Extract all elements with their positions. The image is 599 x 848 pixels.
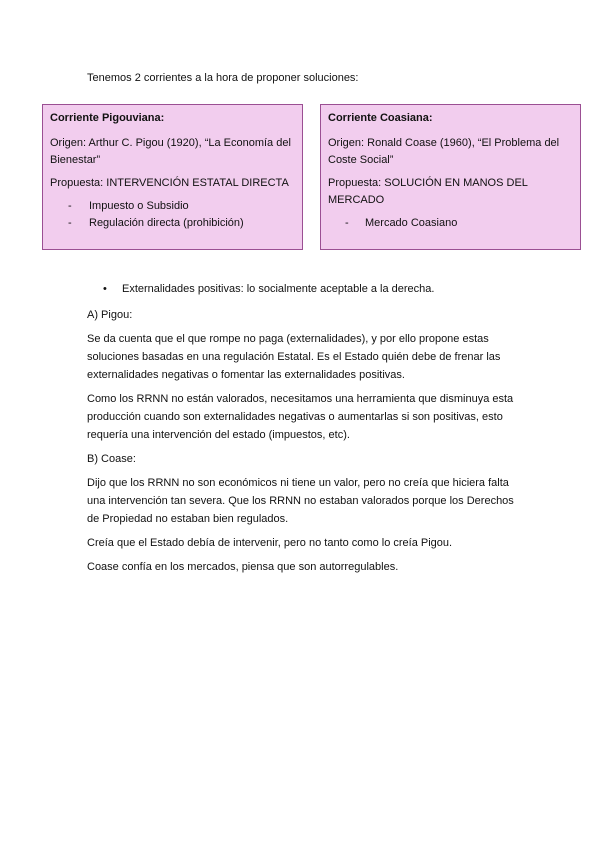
explanation-body	[87, 306, 527, 582]
positive-externalities-bullet	[103, 283, 434, 295]
bullet-text: Externalidades positivas: lo socialmente aceptable a la derecha.	[122, 283, 435, 295]
dash-marker: -	[68, 217, 72, 229]
coasian-title: Corriente Coasiana:	[328, 112, 433, 124]
coase-paragraph-2: Creía que el Estado debía de intervenir, pero no tanto como lo creía Pigou.	[87, 537, 453, 549]
dash-marker: -	[68, 200, 72, 212]
pigouvian-list	[50, 198, 295, 232]
list-item	[50, 215, 295, 232]
dash-marker: -	[345, 217, 349, 229]
list-item-text: Regulación directa (prohibición)	[89, 217, 244, 229]
pigou-paragraph-1: Se da cuenta que el que rompe no paga (externalidades), y por ello propone estas soluciones basadas en una regulación Estatal. Es el Estado quién debe de frenar las externalidades negativas o fomentar las externalidades positivas.	[87, 333, 501, 381]
pigouvian-origin: Origen: Arthur C. Pigou (1920), “La Economía del Bienestar”	[50, 137, 291, 166]
list-item-text: Impuesto o Subsidio	[89, 200, 189, 212]
coasian-origin: Origen: Ronald Coase (1960), “El Problema del Coste Social”	[328, 137, 560, 166]
list-item-text: Mercado Coasiano	[365, 217, 458, 229]
list-item	[328, 215, 573, 232]
pigou-paragraph-2: Como los RRNN no están valorados, necesitamos una herramienta que disminuya esta producción cuando son externalidades negativas o aumentarlas si son positivas, esto requería una intervención del estado (impuestos, etc).	[87, 393, 514, 441]
pigou-heading: A) Pigou:	[87, 309, 133, 321]
pigouvian-title: Corriente Pigouviana:	[50, 112, 165, 124]
bullet-marker: •	[103, 283, 107, 295]
coasian-proposal: Propuesta: SOLUCIÓN EN MANOS DEL MERCADO	[328, 177, 528, 206]
list-item	[50, 198, 295, 215]
pigouvian-proposal: Propuesta: INTERVENCIÓN ESTATAL DIRECTA	[50, 177, 289, 189]
coasian-box	[320, 104, 581, 250]
coase-heading: B) Coase:	[87, 453, 136, 465]
coasian-list	[328, 215, 573, 232]
coase-paragraph-1: Dijo que los RRNN no son económicos ni tiene un valor, pero no creía que hiciera falta una intervención tan severa. Que los RRNN no estaban valorados porque los Derechos de Propiedad no estaban bien regulados.	[87, 477, 514, 525]
coase-paragraph-3: Coase confía en los mercados, piensa que son autorregulables.	[87, 561, 399, 573]
intro-text: Tenemos 2 corrientes a la hora de proponer soluciones:	[87, 72, 359, 84]
pigouvian-box	[42, 104, 303, 250]
